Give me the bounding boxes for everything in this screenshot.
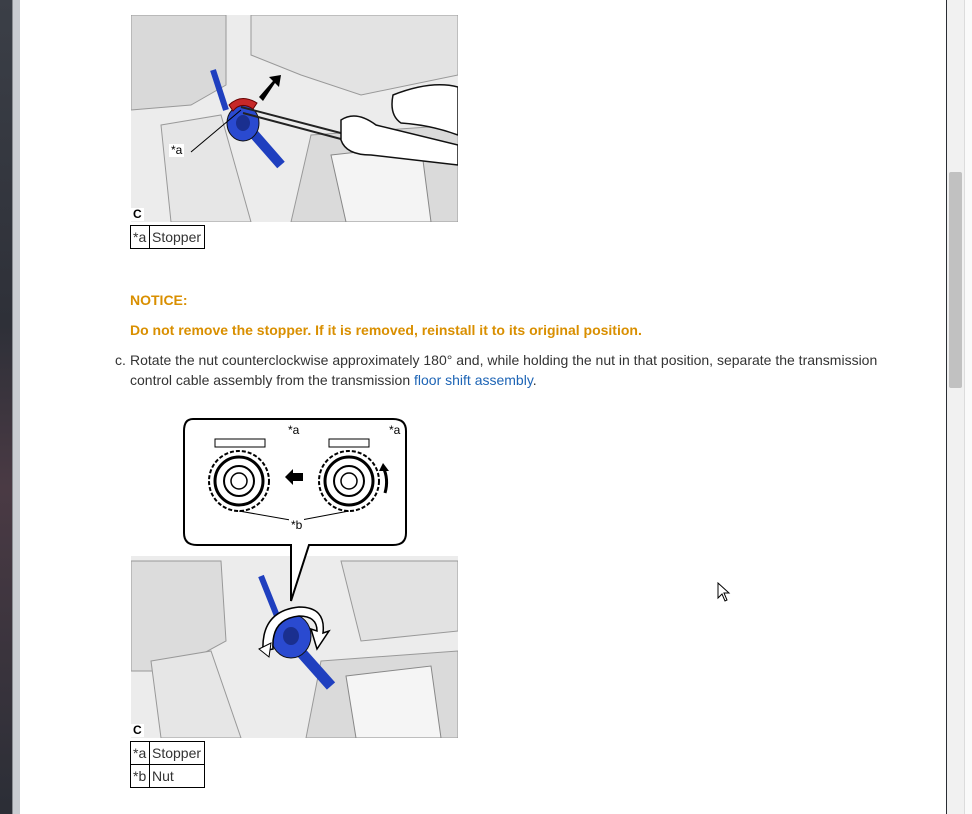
figure-1-legend: [130, 225, 205, 249]
notice-title: NOTICE:: [130, 292, 188, 308]
window-border-right: [964, 0, 972, 814]
notice-text: Do not remove the stopper. If it is removed, reinstall it to its original position.: [130, 322, 642, 338]
window-border: [12, 0, 20, 814]
legend-row: [131, 742, 205, 765]
step-text-part: Rotate the nut counterclockwise approximately 180° and, while holding the nut in that position, separate the transmission control cable assembly from the transmission: [130, 352, 878, 388]
legend-value: Stopper: [150, 742, 205, 765]
mouse-pointer-icon: [717, 582, 731, 602]
floor-shift-assembly-link[interactable]: floor shift assembly: [414, 372, 533, 388]
vertical-scrollbar[interactable]: [947, 0, 964, 814]
callout-a-label: *a: [171, 143, 183, 157]
legend-value: Nut: [150, 765, 205, 788]
callout-b-label: *b: [291, 518, 303, 532]
legend-value: Stopper: [150, 226, 205, 249]
scrollbar-thumb[interactable]: [949, 172, 962, 388]
callout-a-right-label: *a: [389, 423, 401, 437]
legend-key: *b: [131, 765, 150, 788]
figure-corner-label: C: [133, 723, 142, 737]
figure-corner-label: C: [133, 207, 142, 221]
legend-row: [131, 765, 205, 788]
step-marker: c.: [115, 352, 126, 368]
step-text-end: .: [532, 372, 537, 388]
legend-key: *a: [131, 226, 150, 249]
figure-1-illustration: [131, 15, 458, 222]
legend-row: [131, 226, 205, 249]
figure-2-illustration: [131, 411, 458, 738]
nut-rotation-drawing: [131, 411, 458, 738]
legend-key: *a: [131, 742, 150, 765]
stopper-removal-drawing: [131, 15, 458, 222]
callout-a-left-label: *a: [288, 423, 300, 437]
step-c-text: [130, 350, 920, 390]
figure-2-legend: [130, 741, 205, 788]
desktop-background: [0, 0, 12, 814]
